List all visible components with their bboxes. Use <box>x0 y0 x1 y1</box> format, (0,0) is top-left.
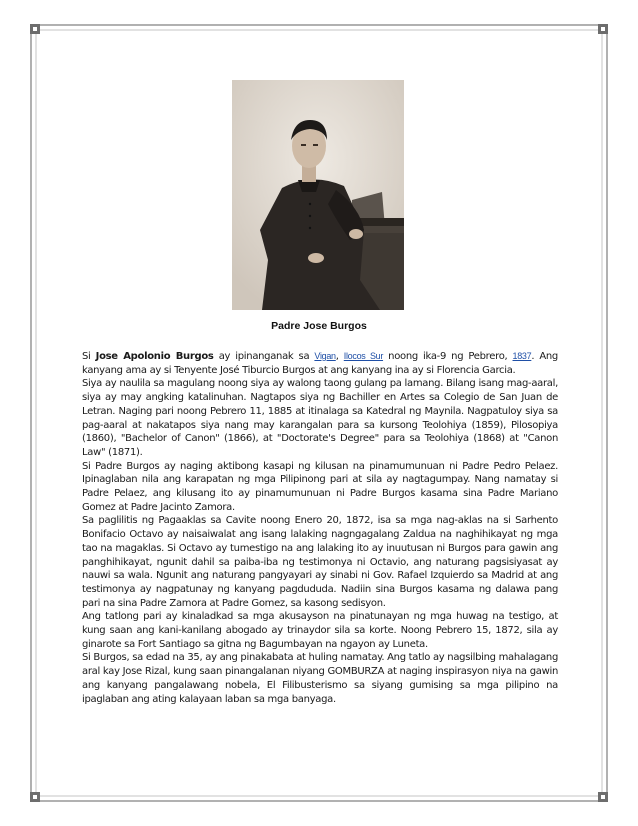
paragraph-execution: Ang tatlong pari ay kinaladkad sa mga akusayson na pinatunayan ng mga huwag na testigo, at kung saan ang kani-kanilang abogado ay trinaydor sila sa korte. Noong Pebrero 15, 1872, sila ay ginarote sa Fort Santiago sa gitna ng Bagumbayan na ngayon ay Luneta. <box>82 611 558 650</box>
paragraph-trial: Sa paglilitis ng Pagaaklas sa Cavite noong Enero 20, 1872, isa sa mga nag-aklas na si Sarhento Bonifacio Octavo ay naisaiwalat ang isang lalaking nagngagalang Zaldua na naghihikayat ng mga tao na magaklas. Si Octavo ay tumestigo na ang lalaking ito ay inuutusan ni Burgos para gawin ang panghihikayat, ngunit dahil sa paiba-iba ng testimonya ni Octavio, ang naturang pagsisiyasat ay nauwi sa wala. Ngunit ang naturang pangyayari ay sinabi ni Gov. Rafael Izquierdo sa Madrid at ang testimonya ay nagpatunay ng kanyang pagdududa. Nadiin sina Burgos kasama ng dalawa pang pari na sina Padre Zamora at Padre Gomez, sa kasong sedisyon. <box>82 515 558 609</box>
text-run: . Ang kanyang ama ay si Tenyente José Tiburcio Burgos at ang kanyang ina ay si Florencia Garcia. <box>82 351 558 376</box>
text-run: , <box>335 351 344 362</box>
link-ilocos-sur[interactable]: Ilocos Sur <box>343 351 384 361</box>
paragraph-movement: Si Padre Burgos ay naging aktibong kasapi ng kilusan na pinamumunuan ni Padre Pedro Pelaez. Ipinaglaban nila ang karapatan ng mga Pilipinong pari at sila ay nagtagumpay. Nang namatay si Padre Pelaez, ang kilusang ito ay pinamumunuan ni Padre Burgos kasama sina Padre Mariano Gomez at Padre Jacinto Zamora. <box>82 460 558 513</box>
paragraph-legacy: Si Burgos, sa edad na 35, ay ang pinakabata at huling namatay. Ang tatlo ay nagsilbing mahalagang aral kay Jose Rizal, kung saan pinangalanan niyang GOMBURZA at naging inspirasyon niya na gawin ang kanyang pangalawang nobela, El Filibusterismo sa siyang gumising sa mga pilipino na ipaglaban ang ating kalayaan laban sa mga banyaga. <box>82 652 558 705</box>
text-run: noong ika-9 ng Pebrero, <box>383 351 513 362</box>
link-vigan[interactable]: Vigan <box>314 351 336 361</box>
paragraph-intro <box>82 350 558 377</box>
photo-caption: Padre Jose Burgos <box>271 320 367 332</box>
subject-name: Jose Apolonio Burgos <box>95 351 214 362</box>
portrait-photo <box>232 80 404 310</box>
text-run: Si <box>82 351 96 362</box>
text-run: ay ipinanganak sa <box>213 351 315 362</box>
link-1837[interactable]: 1837 <box>512 351 532 361</box>
biography-text <box>82 350 558 706</box>
paragraph-education: Siya ay naulila sa magulang noong siya ay walong taong gulang pa lamang. Bilang isang mag-aaral, siya ay may angking katalinuhan. Nagtapos siya ng Bachiller en Artes sa Colegio de San Juan de Letran. Naging pari noong Pebrero 11, 1885 at itinalaga sa Katedral ng Maynila. Nagpatuloy siya sa pag-aaral at nakatapos siya nang may karangalan para sa kursong Teolohiya (1859), Pilosopiya (1860), "Bachelor of Canon" (1866), at "Doctorate's Degree" para sa Teolohiya (1868) at "Canon Law" (1871). <box>82 378 558 458</box>
